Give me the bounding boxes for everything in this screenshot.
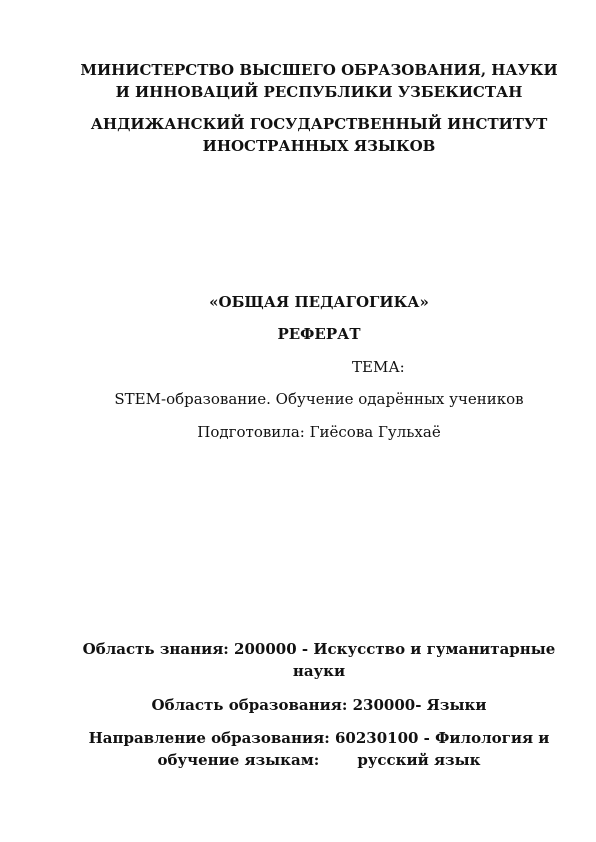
ministry-heading: МИНИСТЕРСТВО ВЫСШЕГО ОБРАЗОВАНИЯ, НАУКИ И ИННОВАЦИЙ РЕСПУБЛИКИ УЗБЕКИСТАН [80,61,558,101]
education-language: русский язык [357,751,481,769]
field-of-education: Область образования: 230000- Языки [151,696,487,714]
education-direction-text: Направление образования: 60230100 - Филология и обучение языкам: [88,729,550,769]
subject-title: «ОБЩАЯ ПЕДАГОГИКА» [209,293,429,311]
institute-heading: АНДИЖАНСКИЙ ГОСУДАРСТВЕННЫЙ ИНСТИТУТ ИНОСТРАННЫХ ЯЗЫКОВ [90,115,548,155]
document-type: РЕФЕРАТ [277,325,361,343]
education-direction [80,727,558,771]
topic-label: ТЕМА: [352,358,405,376]
field-of-knowledge: Область знания: 200000 - Искусство и гуманитарные науки [82,640,556,680]
topic-text: STEM-образование. Обучение одарённых учеников [114,390,524,408]
author-line: Подготовила: Гиёсова Гульхаё [197,423,441,441]
